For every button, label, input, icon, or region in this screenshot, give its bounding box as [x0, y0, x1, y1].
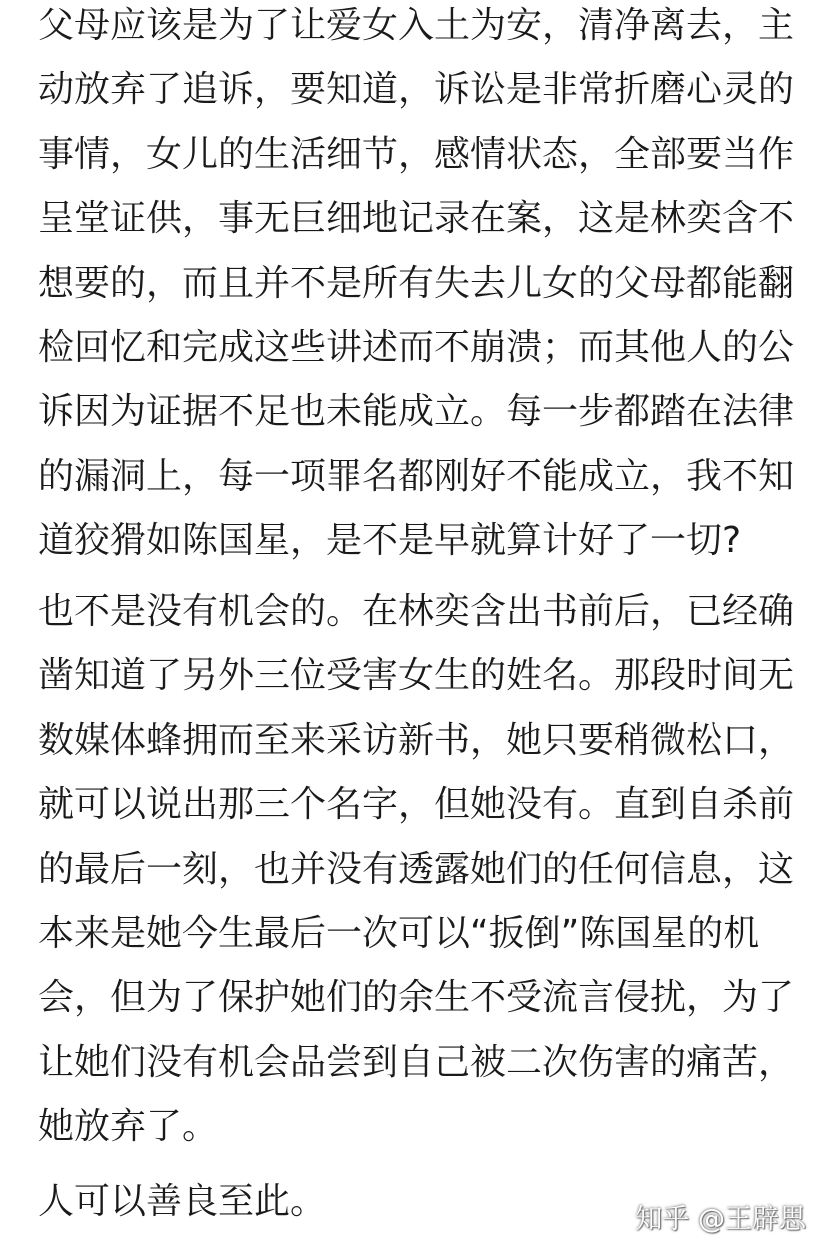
paragraph-line: 本来是她今生最后一次可以“扳倒”陈国星的机 — [38, 912, 760, 954]
paragraph-line: 人可以善良至此。 — [38, 1181, 327, 1222]
paragraph-line: 凿知道了另外三位受害女生的姓名。那段时间无 — [38, 655, 795, 697]
paragraph-line: 会，但为了保护她们的余生不受流言侵扰，为了 — [38, 977, 795, 1019]
paragraph-line: 诉因为证据不足也未能成立。每一步都踏在法律 — [38, 391, 795, 433]
zhihu-watermark: 知乎 @王辟思 — [635, 1204, 806, 1235]
paragraph-line: 让她们没有机会品尝到自己被二次伤害的痛苦， — [38, 1041, 795, 1083]
paragraph-3 — [38, 1170, 326, 1234]
paragraph-line: 数媒体蜂拥而至来采访新书，她只要稍微松口， — [38, 719, 795, 761]
paragraph-line: 呈堂证供，事无巨细地记录在案，这是林奕含不 — [38, 198, 795, 240]
paragraph-line: 事情，女儿的生活细节，感情状态，全部要当作 — [38, 133, 795, 175]
paragraph-line: 她放弃了。 — [38, 1106, 219, 1148]
paragraph-2 — [38, 580, 794, 1160]
paragraph-line: 就可以说出那三个名字，但她没有。直到自杀前 — [38, 784, 795, 826]
paragraph-line: 父母应该是为了让爱女入土为安，清净离去，主 — [38, 5, 795, 46]
paragraph-1 — [38, 0, 794, 574]
paragraph-line: 检回忆和完成这些讲述而不崩溃；而其他人的公 — [38, 326, 795, 368]
paragraph-line: 的漏洞上，每一项罪名都刚好不能成立，我不知 — [38, 455, 795, 497]
paragraph-line: 想要的，而且并不是所有失去儿女的父母都能翻 — [38, 262, 795, 304]
paragraph-line: 也不是没有机会的。在林奕含出书前后，已经确 — [38, 591, 795, 632]
paragraph-line: 动放弃了追诉，要知道，诉讼是非常折磨心灵的 — [38, 69, 795, 111]
paragraph-line: 道狡猾如陈国星，是不是早就算计好了一切? — [38, 520, 742, 562]
paragraph-line: 的最后一刻，也并没有透露她们的任何信息，这 — [38, 848, 795, 890]
